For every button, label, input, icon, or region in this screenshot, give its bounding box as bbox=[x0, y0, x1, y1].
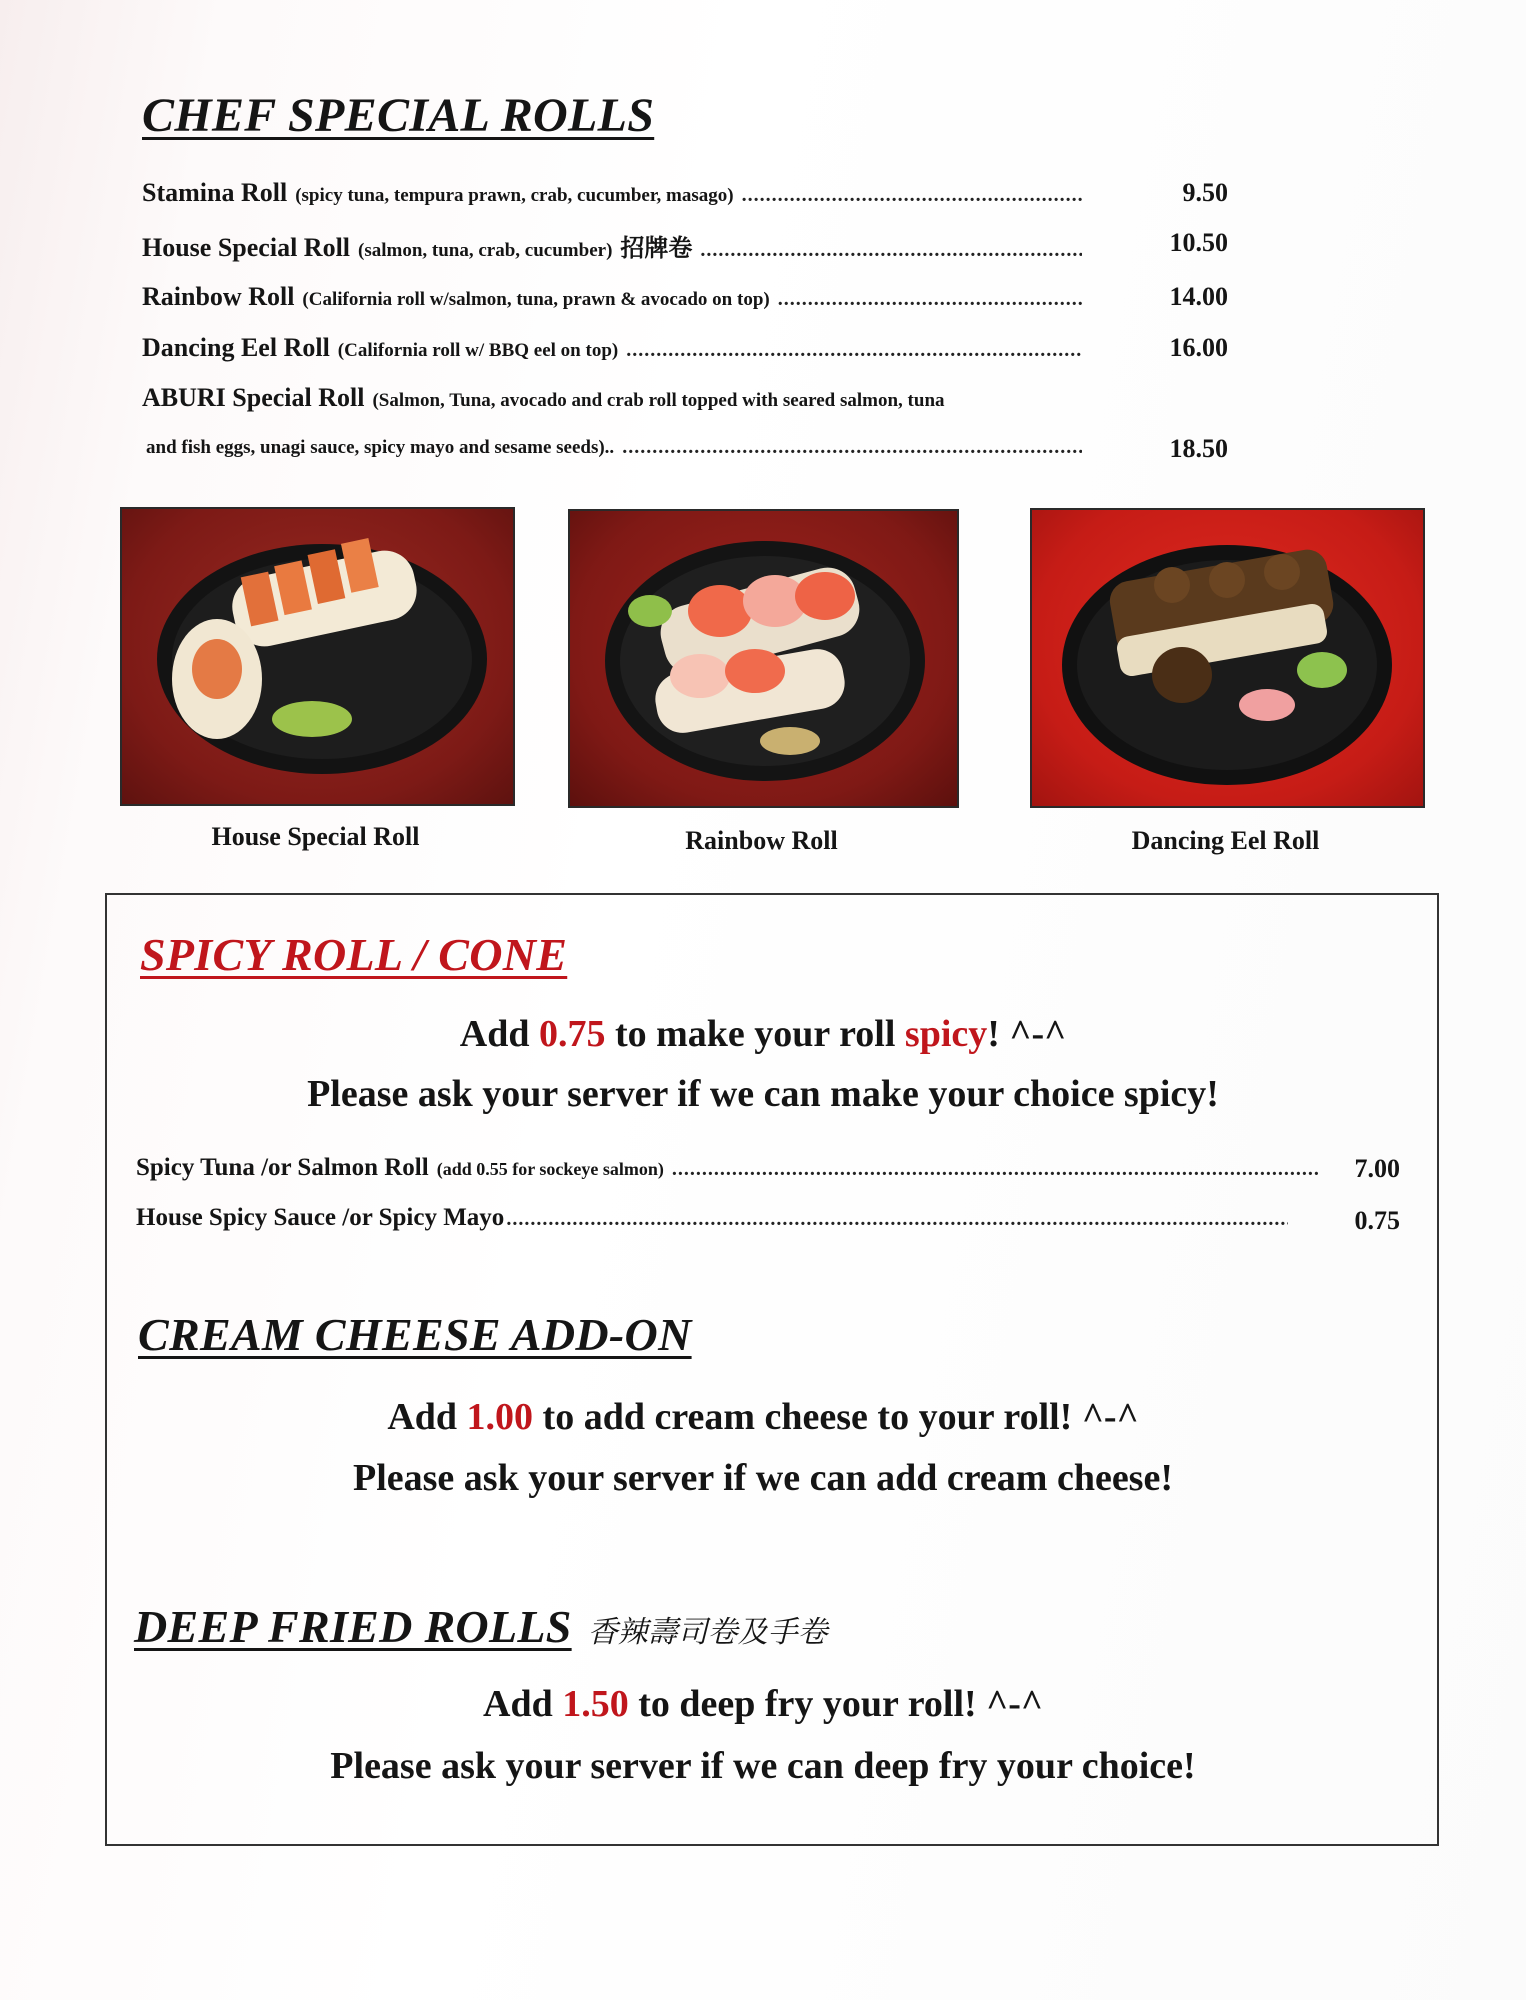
deep-fried-add-line bbox=[0, 1682, 1526, 1726]
item-name: House Special Roll bbox=[142, 233, 351, 262]
text: to add cream cheese to your roll! ^-^ bbox=[533, 1396, 1139, 1438]
leader-dots bbox=[506, 1208, 1288, 1231]
item-price: 7.00 bbox=[1354, 1154, 1400, 1183]
item-chinese-name: 招牌卷 bbox=[620, 234, 693, 262]
item-desc: (California roll w/salmon, tuna, prawn & avocado on top) bbox=[302, 289, 770, 310]
menu-item-stamina-roll bbox=[142, 178, 1082, 208]
item-name: House Spicy Sauce /or Spicy Mayo bbox=[136, 1204, 505, 1231]
item-name: Spicy Tuna /or Salmon Roll bbox=[136, 1154, 429, 1181]
leader-dots bbox=[742, 184, 1082, 207]
spicy-add-price: 0.75 bbox=[538, 1013, 606, 1055]
text: to make your roll bbox=[605, 1013, 905, 1055]
cream-cheese-add-line bbox=[0, 1395, 1526, 1439]
cream-cheese-ask-line: Please ask your server if we can add cream cheese! bbox=[353, 1457, 1173, 1499]
item-desc: (Salmon, Tuna, avocado and crab roll topped with seared salmon, tuna bbox=[372, 390, 945, 411]
item-name: Stamina Roll bbox=[142, 178, 288, 207]
photo-house-special-roll bbox=[120, 507, 515, 806]
item-desc: (California roll w/ BBQ eel on top) bbox=[337, 340, 619, 361]
leader-dots bbox=[778, 288, 1082, 311]
leader-dots bbox=[626, 339, 1082, 362]
photo-rainbow-roll bbox=[568, 509, 959, 808]
sushi-plate-image bbox=[570, 511, 957, 806]
menu-item-spicy-tuna-salmon-roll bbox=[136, 1154, 1318, 1182]
leader-dots bbox=[700, 239, 1082, 262]
text: Add bbox=[459, 1013, 539, 1055]
photo-caption: Dancing Eel Roll bbox=[1131, 826, 1320, 855]
item-price: 18.50 bbox=[1169, 434, 1228, 463]
text: Add bbox=[387, 1396, 467, 1438]
deep-fried-header bbox=[134, 1600, 828, 1653]
item-desc: and fish eggs, unagi sauce, spicy mayo and sesame seeds).. bbox=[146, 437, 615, 458]
photo-caption: Rainbow Roll bbox=[685, 826, 838, 855]
text: ! ^-^ bbox=[987, 1013, 1067, 1055]
item-name: Dancing Eel Roll bbox=[142, 333, 330, 362]
item-price: 14.00 bbox=[1169, 282, 1228, 311]
menu-item-house-special-roll bbox=[142, 228, 1082, 263]
item-name: Rainbow Roll bbox=[142, 282, 295, 311]
spicy-add-line bbox=[0, 1012, 1526, 1056]
text: Add bbox=[483, 1683, 563, 1725]
sushi-plate-image bbox=[122, 509, 513, 804]
spicy-word: spicy bbox=[904, 1013, 988, 1055]
deep-fried-price: 1.50 bbox=[562, 1683, 629, 1725]
item-desc: (salmon, tuna, crab, cucumber) bbox=[358, 240, 613, 261]
item-price: 9.50 bbox=[1182, 178, 1228, 207]
cream-cheese-price: 1.00 bbox=[466, 1396, 534, 1438]
photo-dancing-eel-roll bbox=[1030, 508, 1425, 808]
item-name: ABURI Special Roll bbox=[142, 383, 365, 412]
item-desc: (spicy tuna, tempura prawn, crab, cucumber, masago) bbox=[295, 185, 734, 206]
item-price: 0.75 bbox=[1354, 1206, 1400, 1235]
item-price: 16.00 bbox=[1169, 333, 1228, 362]
leader-dots bbox=[622, 436, 1082, 459]
deep-fried-chinese-title: 香辣壽司卷及手卷 bbox=[587, 1615, 828, 1650]
leader-dots bbox=[672, 1158, 1318, 1181]
text: to deep fry your roll! ^-^ bbox=[628, 1683, 1043, 1725]
item-price: 10.50 bbox=[1169, 228, 1228, 257]
menu-item-rainbow-roll bbox=[142, 282, 1082, 312]
item-desc: (add 0.55 for sockeye salmon) bbox=[436, 1159, 664, 1179]
deep-fried-title: DEEP FRIED ROLLS bbox=[134, 1601, 572, 1652]
chef-special-title: CHEF SPECIAL ROLLS bbox=[142, 89, 655, 142]
deep-fried-ask-line: Please ask your server if we can deep fry your choice! bbox=[330, 1745, 1196, 1787]
cream-cheese-title: CREAM CHEESE ADD-ON bbox=[138, 1309, 692, 1360]
sushi-plate-image bbox=[1032, 510, 1423, 806]
spicy-ask-line: Please ask your server if we can make your choice spicy! bbox=[307, 1073, 1219, 1115]
menu-item-house-spicy-sauce bbox=[136, 1204, 1288, 1232]
photo-caption: House Special Roll bbox=[211, 822, 420, 851]
menu-item-dancing-eel-roll bbox=[142, 333, 1082, 363]
menu-item-aburi-desc-line2 bbox=[146, 436, 1082, 459]
menu-item-aburi-special-roll bbox=[142, 383, 1102, 413]
spicy-roll-title: SPICY ROLL / CONE bbox=[140, 929, 568, 980]
